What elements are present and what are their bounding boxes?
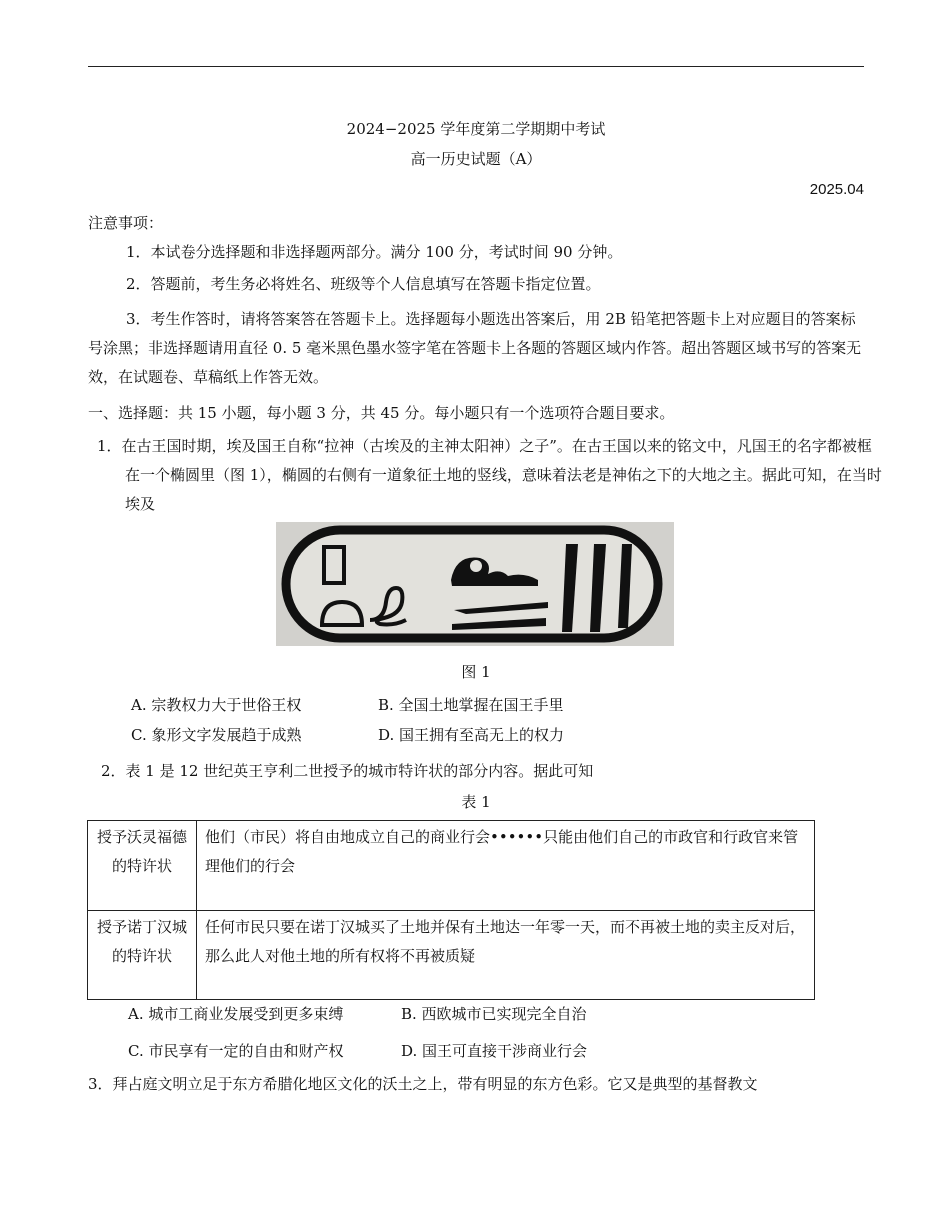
question-2-option-b[interactable]: B. 西欧城市已实现完全自治 [401,1005,587,1023]
table-cell-content: 他们（市民）将自由地成立自己的商业行会••••••只能由他们自己的市政官和行政官来管理他们的行会 [197,821,815,911]
table-row [88,910,815,1000]
table-cell-content: 任何市民只要在诺丁汉城买了土地并保有土地达一年零一天，而不再被土地的卖主反对后，那么此人对他土地的所有权将不再被质疑 [197,910,815,1000]
table-1-caption: 表 1 [461,793,491,811]
question-1-stem: 1．在古王国时期，埃及国王自称“拉神（古埃及的主神太阳神）之子”。在古王国以来的铭文中，凡国王的名字都被框在一个椭圆里（图 1），椭圆的右侧有一道象征土地的竖线，意味着法老是神佑之下的大地之主。据此可知，在当时埃及 [97,437,882,513]
notice-item-3: 3．考生作答时，请将答案答在答题卡上。选择题每小题选出答案后，用 2B 铅笔把答题卡上对应题目的答案标号涂黑；非选择题请用直径 0. 5 毫米黑色墨水签字笔在答题卡上各题的答题区域内作答。超出答题区域书写的答案无效，在试题卷、草稿纸上作答无效。 [88,310,862,386]
figure-1-caption: 图 1 [461,663,491,681]
question-2-option-a[interactable]: A. 城市工商业发展受到更多束缚 [128,1005,344,1023]
header-rule [88,66,864,67]
question-2-stem: 2．表 1 是 12 世纪英王亨利二世授予的城市特许状的部分内容。据此可知 [101,762,594,780]
notice-item-1: 1．本试卷分选择题和非选择题两部分。满分 100 分，考试时间 90 分钟。 [126,243,623,261]
notice-heading: 注意事项： [88,214,164,232]
cartouche-illustration [276,522,674,646]
table-cell-label: 授予沃灵福德的特许状 [88,821,197,911]
question-1-option-d[interactable]: D. 国王拥有至高无上的权力 [378,726,565,744]
question-2-option-d[interactable]: D. 国王可直接干涉商业行会 [401,1042,588,1060]
question-3-stem: 3．拜占庭文明立足于东方希腊化地区文化的沃土之上，带有明显的东方色彩。它又是典型的基督教文 [88,1075,758,1093]
question-1-option-a[interactable]: A. 宗教权力大于世俗王权 [131,696,302,714]
exam-date: 2025.04 [809,181,864,198]
table-cell-label: 授予诺丁汉城的特许状 [88,910,197,1000]
section-heading: 一、选择题：共 15 小题，每小题 3 分，共 45 分。每小题只有一个选项符合题目要求。 [88,404,675,422]
question-1-option-b[interactable]: B. 全国土地掌握在国王手里 [378,696,564,714]
exam-subtitle: 高一历史试题（A） [410,150,542,168]
question-2-option-c[interactable]: C. 市民享有一定的自由和财产权 [128,1042,344,1060]
cartouche-figure [276,522,674,646]
question-1-option-c[interactable]: C. 象形文字发展趋于成熟 [131,726,302,744]
table-row [88,821,815,911]
charter-table [87,820,815,1000]
notice-item-2: 2．答题前，考生务必将姓名、班级等个人信息填写在答题卡指定位置。 [126,275,601,293]
exam-title: 2024−2025 学年度第二学期期中考试 [346,120,606,138]
